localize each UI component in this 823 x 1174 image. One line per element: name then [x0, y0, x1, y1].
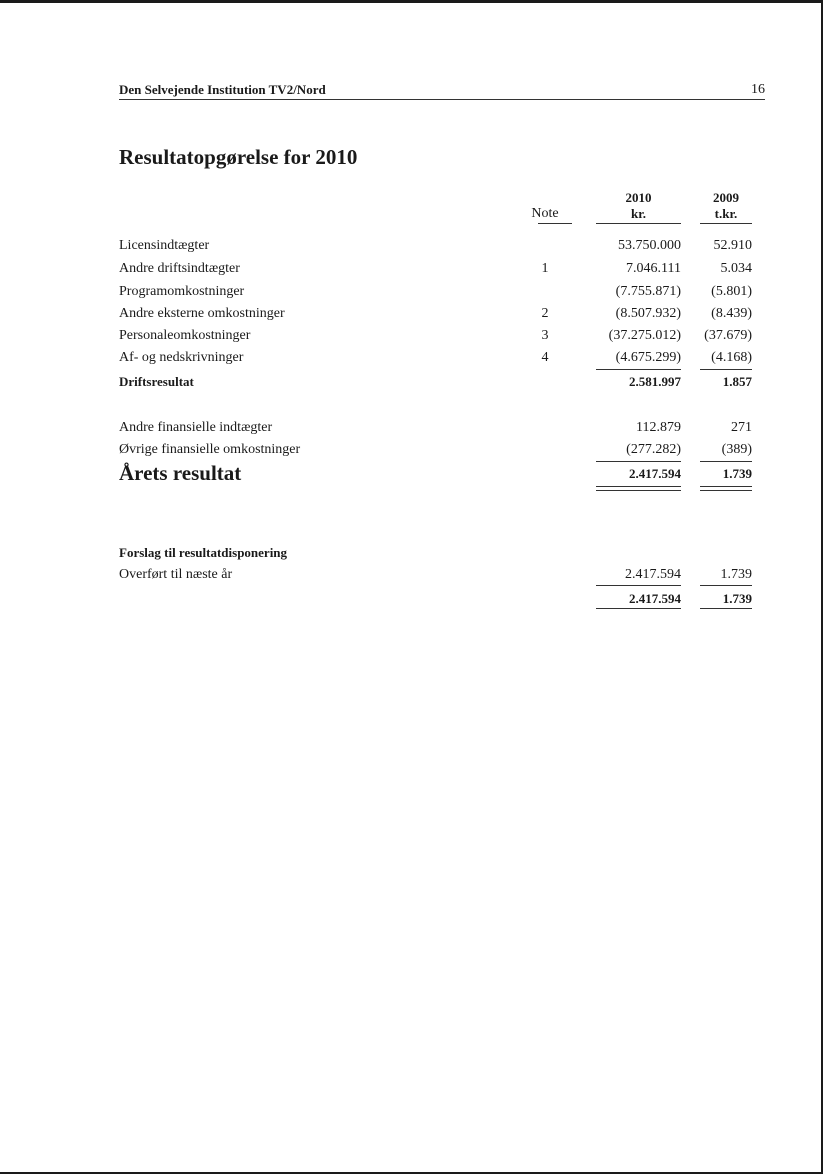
row-value-2010: (8.507.932) — [615, 306, 681, 321]
disposition-row-label: Overført til næste år — [119, 567, 233, 582]
disposition-value-2010: 2.417.594 — [625, 567, 681, 582]
disposition-total-2010: 2.417.594 — [629, 591, 681, 606]
row-note: 1 — [541, 261, 549, 276]
double-rule-2010 — [596, 486, 681, 491]
row-value-2009: 271 — [731, 420, 752, 435]
row-label-result: Årets resultat — [119, 461, 242, 485]
row-label: Andre eksterne omkostninger — [119, 306, 285, 321]
row-label: Licensindtægter — [119, 238, 210, 253]
col-2009-header-underline — [700, 223, 752, 224]
double-rule-2009 — [700, 486, 752, 491]
column-2010-year: 2010 — [625, 190, 652, 205]
subtotal-rule-2009 — [700, 461, 752, 462]
column-note-header: Note — [531, 206, 559, 221]
row-value-2009: (389) — [721, 442, 752, 457]
disposition-total-rule-2010 — [596, 608, 681, 609]
page-header — [119, 82, 765, 100]
row-value-2010: 112.879 — [636, 420, 681, 435]
row-label: Af- og nedskrivninger — [119, 350, 244, 365]
disposition-rule-2009 — [700, 585, 752, 586]
document-title: Resultatopgørelse for 2010 — [119, 145, 358, 169]
row-note: 4 — [541, 350, 549, 365]
row-value-2009: (37.679) — [704, 328, 752, 343]
row-value-2010: 2.417.594 — [629, 466, 681, 481]
row-label: Personaleomkostninger — [119, 328, 251, 343]
row-value-2010: (7.755.871) — [615, 284, 681, 299]
row-value-2009: (5.801) — [711, 284, 752, 299]
disposition-total-2009: 1.739 — [722, 591, 752, 606]
row-label: Øvrige finansielle omkostninger — [119, 442, 301, 457]
subtotal-rule-2010 — [596, 461, 681, 462]
row-value-2009: 1.857 — [722, 374, 752, 389]
row-value-2009: 1.739 — [722, 466, 752, 481]
column-2009-year: 2009 — [713, 190, 739, 205]
row-value-2010: 2.581.997 — [629, 374, 681, 389]
row-value-2010: 53.750.000 — [618, 238, 681, 253]
row-value-2009: (4.168) — [711, 350, 752, 365]
row-value-2010: (37.275.012) — [608, 328, 681, 343]
disposition-rule-2010 — [596, 585, 681, 586]
row-value-2010: (277.282) — [626, 442, 681, 457]
row-note: 2 — [541, 306, 549, 321]
row-value-2010: 7.046.111 — [626, 261, 681, 276]
note-header-underline — [538, 223, 572, 224]
disposition-total-rule-2009 — [700, 608, 752, 609]
row-label: Andre driftsindtægter — [119, 261, 240, 276]
col-2010-header-underline — [596, 223, 681, 224]
row-label: Andre finansielle indtægter — [119, 420, 273, 435]
row-note: 3 — [541, 328, 549, 343]
row-value-2009: (8.439) — [711, 306, 752, 321]
row-value-2009: 5.034 — [720, 261, 752, 276]
row-label-subtotal: Driftsresultat — [119, 374, 194, 389]
disposition-title: Forslag til resultatdisponering — [119, 545, 288, 560]
column-2010-unit: kr. — [630, 206, 647, 221]
row-value-2009: 52.910 — [713, 238, 752, 253]
page-number: 16 — [751, 82, 765, 97]
page-frame-top — [0, 0, 823, 3]
subtotal-rule-2010 — [596, 369, 681, 370]
column-2009-unit: t.kr. — [714, 206, 738, 221]
row-label: Programomkostninger — [119, 284, 245, 299]
row-value-2010: (4.675.299) — [615, 350, 681, 365]
header-title: Den Selvejende Institution TV2/Nord — [119, 82, 326, 97]
subtotal-rule-2009 — [700, 369, 752, 370]
disposition-value-2009: 1.739 — [720, 567, 752, 582]
